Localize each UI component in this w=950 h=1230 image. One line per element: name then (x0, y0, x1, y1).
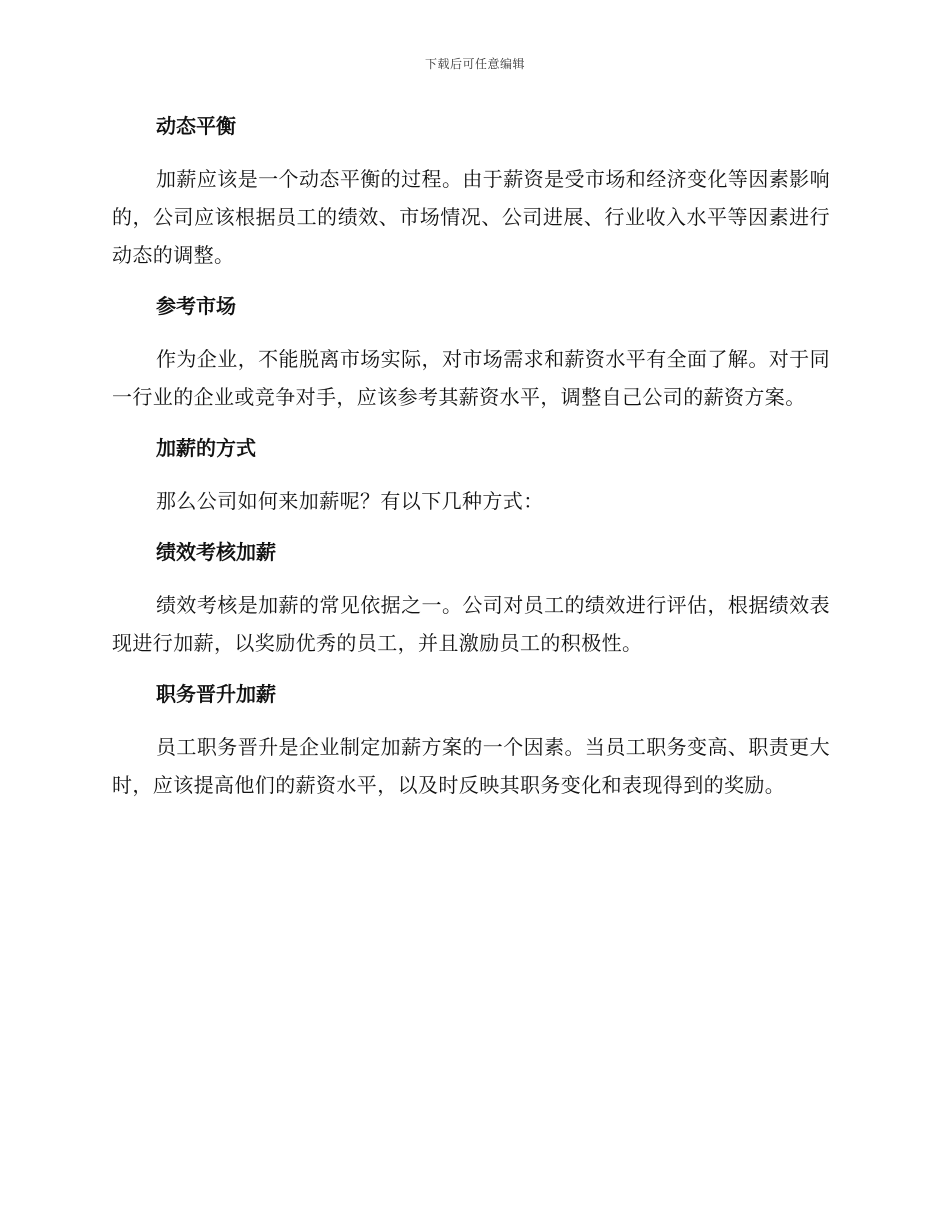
section-heading-dynamic-balance: 动态平衡 (156, 114, 236, 138)
section-heading-raise-methods: 加薪的方式 (156, 436, 256, 460)
section-paragraph-promotion-raise: 员工职务晋升是企业制定加薪方案的一个因素。当员工职务变高、职责更大时，应该提高他们的薪资水平，以及时反映其职务变化和表现得到的奖励。 (112, 735, 830, 797)
section-paragraph-market-reference: 作为企业，不能脱离市场实际，对市场需求和薪资水平有全面了解。对于同一行业的企业或竞争对手，应该参考其薪资水平，调整自己公司的薪资方案。 (112, 347, 830, 409)
section-paragraph-performance-raise: 绩效考核是加薪的常见依据之一。公司对员工的绩效进行评估，根据绩效表现进行加薪，以奖励优秀的员工，并且激励员工的积极性。 (112, 593, 830, 655)
section-heading-promotion-raise: 职务晋升加薪 (156, 682, 276, 706)
section-paragraph-dynamic-balance: 加薪应该是一个动态平衡的过程。由于薪资是受市场和经济变化等因素影响的，公司应该根据员工的绩效、市场情况、公司进展、行业收入水平等因素进行动态的调整。 (112, 167, 830, 267)
document-body (112, 110, 830, 820)
section-paragraph-raise-methods: 那么公司如何来加薪呢？有以下几种方式： (156, 489, 544, 513)
section-heading-performance-raise: 绩效考核加薪 (156, 540, 276, 564)
section-heading-market-reference: 参考市场 (156, 294, 236, 318)
header-note: 下载后可任意编辑 (424, 57, 525, 71)
